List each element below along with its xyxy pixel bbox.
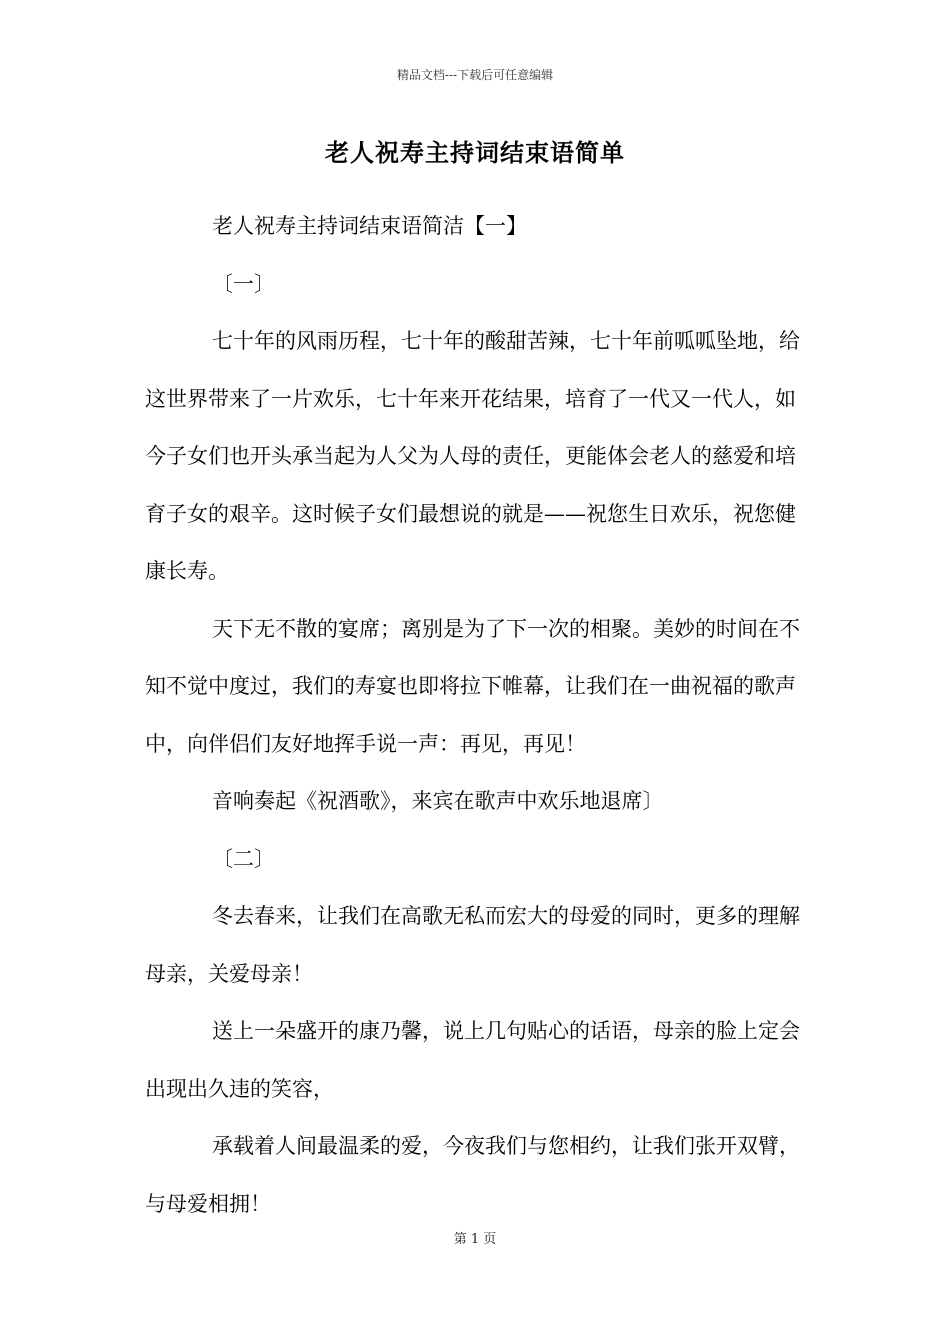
body-paragraph: 承载着人间最温柔的爱，今夜我们与您相约，让我们张开双臂，与母爱相拥！ [145,1134,800,1216]
document-body [145,198,807,1233]
document-title: 老人祝寿主持词结束语简单 [325,138,625,167]
body-paragraph: 音响奏起《祝酒歌》，来宾在歌声中欢乐地退席〕 [212,789,664,813]
body-paragraph: 冬去春来，让我们在高歌无私而宏大的母爱的同时，更多的理解母亲，关爱母亲！ [145,904,800,986]
page-header: 精品文档---下载后可任意编辑 [396,68,554,82]
page-number: 第 1 页 [453,1232,497,1247]
subsection-marker: 〔一〕 [212,271,275,296]
body-paragraph: 天下无不散的宴席；离别是为了下一次的相聚。美妙的时间在不知不觉中度过，我们的寿宴也即将拉下帷幕，让我们在一曲祝福的歌声中，向伴侣们友好地挥手说一声：再见，再见！ [145,616,800,756]
section-heading: 老人祝寿主持词结束语简洁【一】 [212,214,527,238]
subsection-marker: 〔二〕 [212,846,275,871]
body-paragraph: 七十年的风雨历程，七十年的酸甜苦辣，七十年前呱呱坠地，给这世界带来了一片欢乐，七十年来开花结果，培育了一代又一代人，如今子女们也开头承当起为人父为人母的责任，更能体会老人的慈爱和培育子女的艰辛。这时候子女们最想说的就是——祝您生日欢乐，祝您健康长寿。 [145,329,800,583]
body-paragraph: 送上一朵盛开的康乃馨，说上几句贴心的话语，母亲的脸上定会出现出久违的笑容， [145,1019,800,1101]
